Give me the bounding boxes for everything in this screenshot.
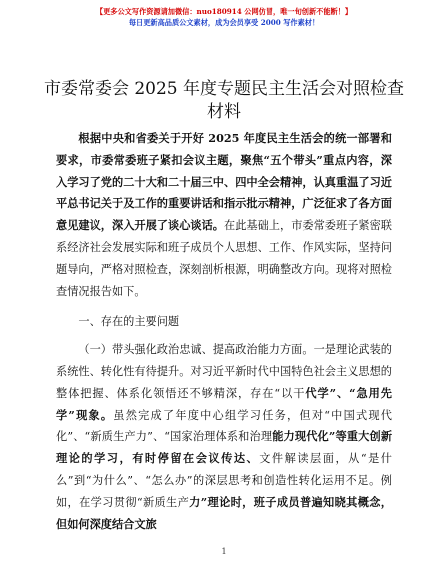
- body-text-c: 虽然完成了年度中心组学习任务，但对“中国式现代化”、“新质生产力”、“国家治理体系和治理: [56, 408, 392, 444]
- subsection-paragraph: [56, 339, 392, 535]
- intro-text-c: 在此基础上，市委常委班子紧密联系经济社会发展实际和班子成员个人思想、工作、作风实际，坚持问题导向，严格对照检查，深刻剖析根源，明确整改方向。现将对照检查情况报告如下。: [56, 219, 392, 298]
- body-text-e: 文件解读层面，从“是什么”到“为什么”、“怎么办”的深层思考和创造性转化运用不足。例如，在学习贯彻“新质生产: [56, 452, 392, 509]
- page-number: 1: [221, 547, 227, 556]
- section-heading: 一、存在的主要问题: [78, 315, 180, 329]
- body-text-d: 能力现代化”等重大创新理论的学习，有时停留在会议传达、: [56, 429, 393, 466]
- promo-line-2: 每日更新高品质公文素材，成为会员享受 2000 写作素材！: [128, 18, 320, 27]
- document-title: 市委常委会 2025 年度专题民主生活会对照检查材料: [43, 79, 405, 122]
- promo-line-1: 【更多公文写作资源请加微信：nuo180914 公网仿冒，唯一旬创新不能断！】: [95, 7, 353, 16]
- body-text-b: 代学”、“急用先学”现象。: [56, 385, 392, 422]
- body-text-a: 一是理论武装的系统性、转化性有待提升。对习近平新时代中国特色社会主义思想的整体把握、体系化领悟还不够精深，存在“以干: [56, 343, 392, 400]
- document-body: [56, 128, 392, 535]
- intro-text-b: 示精神，广泛征求了各方面意见建议，深入开展了谈心谈话。: [56, 196, 392, 233]
- intro-text-a: 根据中央和省委关于开好 2025 年度民主生活会的统一部署和要求，市委常委班子紧扣会议主题，聚焦“五个带头”重点内容，深入学习了党的二十大和二十届三中、四中全会精神，认真重温了习近平总书记关于及工作的重要讲话和指示批: [56, 131, 392, 211]
- subsection-heading: （一）带头强化政治忠诚、提高政治能力方面。: [78, 343, 314, 357]
- promo-banner: [0, 6, 448, 28]
- intro-paragraph: [56, 128, 392, 302]
- body-text-f: 力”理论时，班子成员普遍知晓其概念，但如何深度结合文旅: [56, 494, 392, 531]
